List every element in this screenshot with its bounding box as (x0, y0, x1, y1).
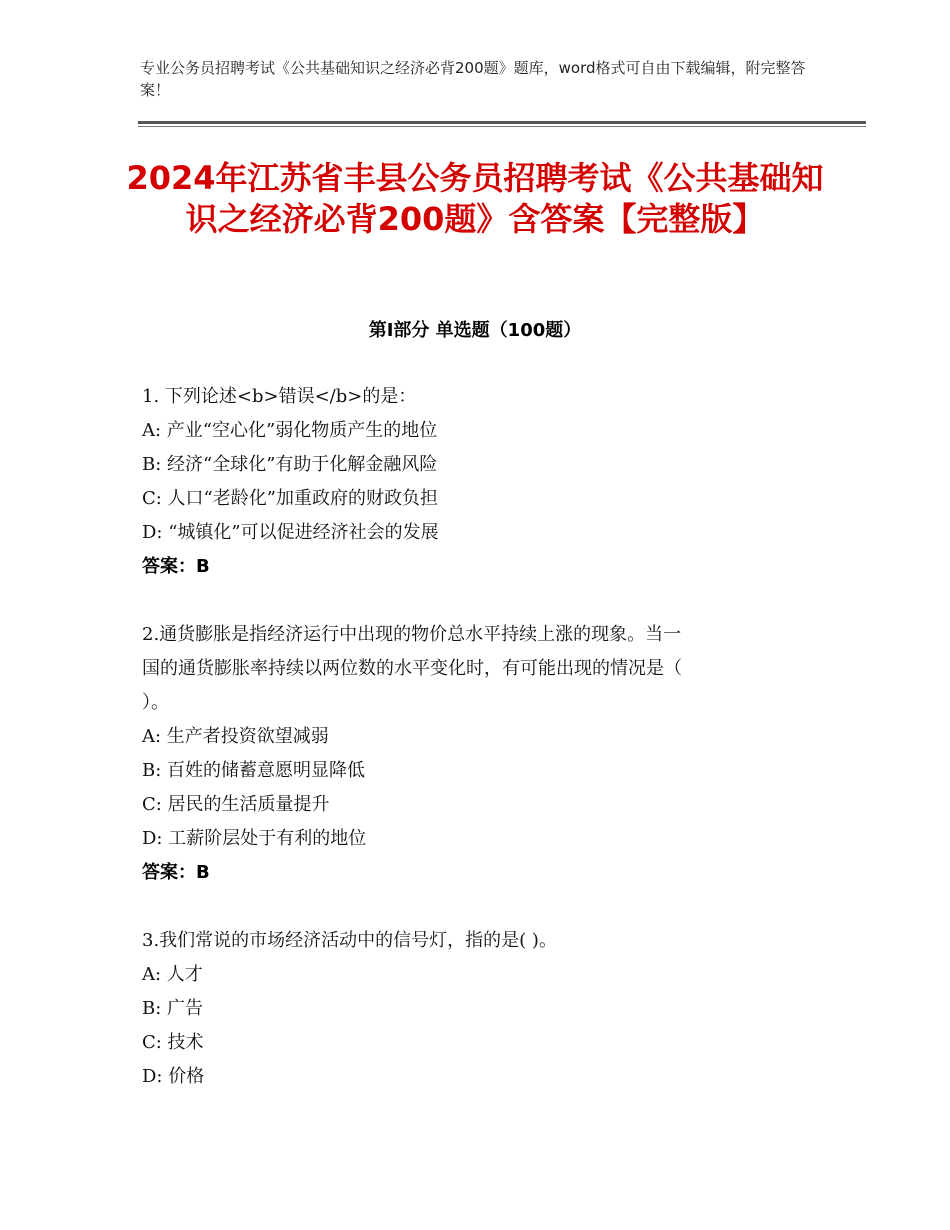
option-d: D: 工薪阶层处于有利的地位 (142, 828, 367, 849)
option-a: A: 产业“空心化”弱化物质产生的地位 (142, 420, 438, 441)
header-rule-thin (138, 126, 866, 127)
document-title: 2024年江苏省丰县公务员招聘考试《公共基础知识之经济必背200题》含答案【完整版】 (126, 159, 824, 238)
section-heading: 第Ⅰ部分 单选题（100题） (368, 320, 582, 341)
question-1 (142, 380, 802, 584)
option-c: C: 技术 (142, 1032, 204, 1053)
option-a: A: 生产者投资欲望减弱 (142, 726, 329, 747)
answer-label: 答案：B (142, 556, 210, 577)
option-c: C: 居民的生活质量提升 (142, 794, 330, 815)
option-d: D: 价格 (142, 1066, 205, 1087)
option-a: A: 人才 (142, 964, 203, 985)
question-3 (142, 924, 802, 1094)
answer-label: 答案：B (142, 862, 210, 883)
option-c: C: 人口“老龄化”加重政府的财政负担 (142, 488, 438, 509)
question-stem-line: 2.通货膨胀是指经济运行中出现的物价总水平持续上涨的现象。当一 (142, 624, 682, 645)
header-note: 专业公务员招聘考试《公共基础知识之经济必背200题》题库，word格式可自由下载编辑，附完整答案！ (140, 59, 806, 99)
option-b: B: 经济“全球化”有助于化解金融风险 (142, 454, 438, 475)
question-2 (142, 618, 802, 890)
question-list (142, 380, 802, 1094)
option-b: B: 广告 (142, 998, 204, 1019)
option-d: D: “城镇化”可以促进经济社会的发展 (142, 522, 439, 543)
question-stem-line: 国的通货膨胀率持续以两位数的水平变化时，有可能出现的情况是（ (142, 658, 682, 679)
question-stem: 3.我们常说的市场经济活动中的信号灯，指的是( )。 (142, 930, 557, 951)
question-stem: 1. 下列论述<b>错误</b>的是： (142, 386, 417, 407)
option-b: B: 百姓的储蓄意愿明显降低 (142, 760, 366, 781)
question-stem-line: ）。 (142, 692, 169, 713)
header-rule-thick (138, 121, 866, 124)
